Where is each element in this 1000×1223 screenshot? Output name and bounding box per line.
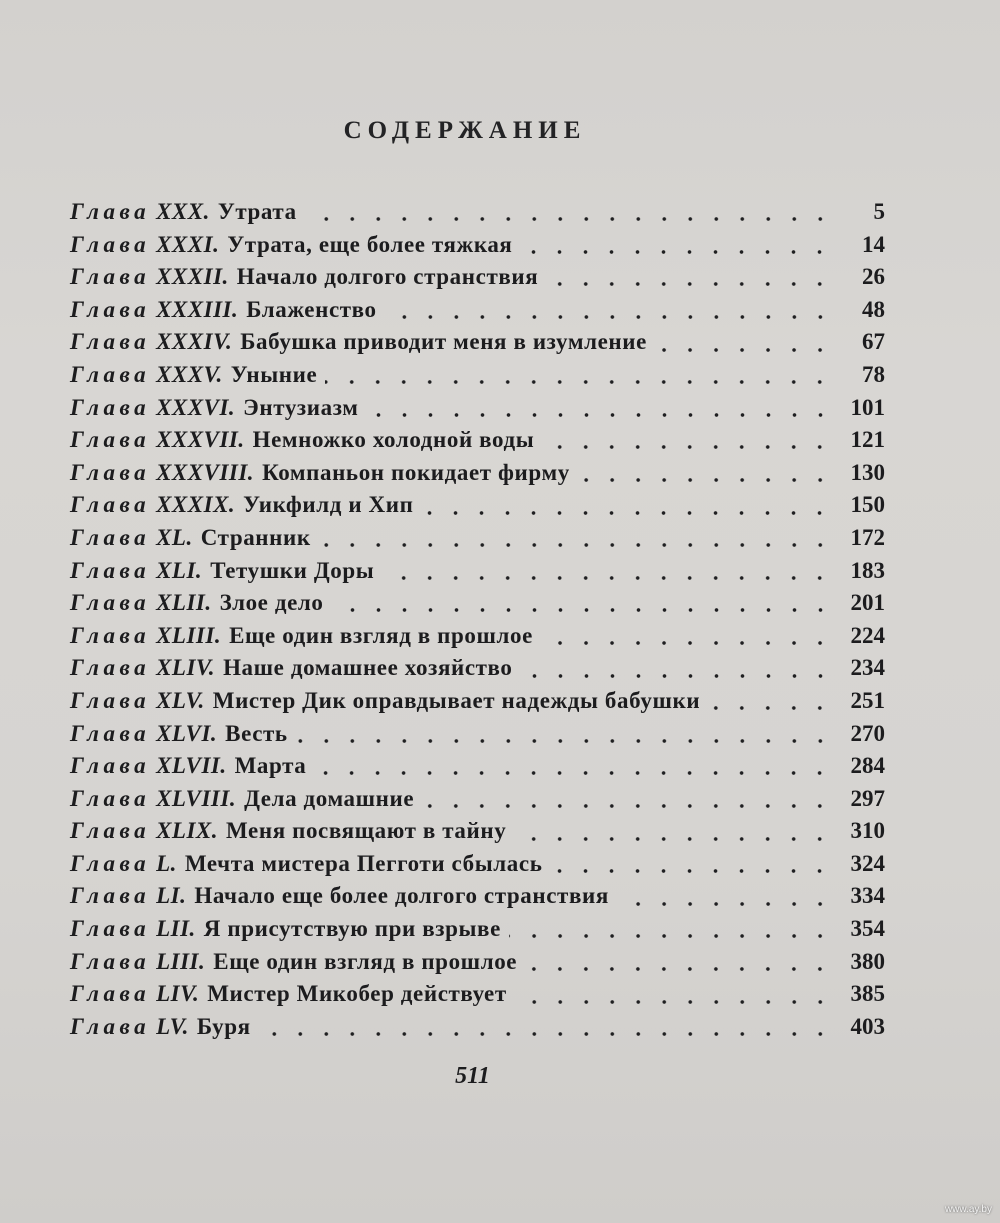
chapter-title: Мистер Дик оправдывает надежды бабушки [212, 687, 701, 713]
chapter-numeral: XXXIV. [156, 329, 233, 355]
chapter-numeral: XLIV. [156, 655, 216, 681]
toc-entry [70, 522, 885, 555]
dot-leader [421, 511, 833, 515]
chapter-numeral: XXX. [156, 199, 210, 224]
page-number: 270 [850, 720, 885, 746]
toc-entry [70, 229, 885, 262]
page-number: 385 [850, 981, 885, 1007]
page-number: 224 [850, 622, 885, 648]
chapter-title: Наше домашнее хозяйство [223, 655, 513, 681]
toc-entry [70, 848, 885, 881]
chapter-numeral: LII. [156, 916, 196, 942]
chapter-title: Я присутствую при взрыве [203, 916, 501, 942]
page-number: 310 [850, 818, 885, 844]
chapter-title: Утрата, еще более тяжкая [227, 231, 513, 257]
dot-leader [314, 771, 833, 775]
page-number: 78 [862, 361, 885, 387]
dot-leader [382, 576, 833, 580]
toc-entry [70, 489, 885, 522]
dot-leader [332, 608, 834, 612]
toc-entry [70, 783, 885, 816]
toc-entry [70, 685, 885, 718]
chapter-title: Уикфилд и Хип [243, 492, 414, 518]
toc-entry [70, 587, 885, 620]
chapter-title: Еще один взгляд в прошлое [213, 948, 518, 974]
page-number: 324 [850, 850, 885, 876]
chapter-title: Начало еще более долгого странствия [194, 883, 609, 909]
toc-entry [70, 392, 885, 425]
chapter-prefix: Глава [70, 427, 151, 453]
toc-entry [70, 1011, 885, 1044]
chapter-title: Дела домашние [244, 785, 415, 811]
page-number: 201 [850, 590, 885, 616]
chapter-title: Начало долгого странствия [236, 264, 539, 290]
chapter-prefix: Глава [70, 1013, 151, 1039]
chapter-prefix: Глава [70, 948, 151, 974]
dot-leader [514, 837, 833, 841]
dot-leader [550, 869, 833, 873]
toc-entry [70, 359, 885, 392]
dot-leader [617, 902, 833, 906]
chapter-prefix: Глава [70, 818, 151, 844]
chapter-prefix: Глава [70, 492, 151, 518]
chapter-title: Весть [225, 720, 288, 746]
chapter-title: Мистер Микобер действует [207, 981, 507, 1007]
chapter-numeral: LI. [156, 883, 187, 909]
chapter-numeral: XXXI. [156, 231, 220, 257]
page-number: 403 [850, 1013, 885, 1039]
chapter-prefix: Глава [70, 753, 151, 779]
chapter-numeral: XLVII. [156, 753, 227, 779]
chapter-numeral: XLV. [156, 687, 205, 713]
chapter-numeral: XLII. [156, 590, 212, 616]
chapter-numeral: XLVI. [156, 720, 218, 746]
dot-leader [708, 706, 833, 710]
page-number: 101 [850, 394, 885, 420]
chapter-title: Злое дело [219, 590, 324, 616]
chapter-prefix: Глава [70, 720, 151, 746]
page-number: 121 [850, 427, 885, 453]
chapter-title: Марта [234, 753, 307, 779]
dot-leader [325, 380, 833, 384]
chapter-prefix: Глава [70, 655, 151, 681]
chapter-numeral: LIV. [156, 981, 200, 1007]
toc-entry [70, 880, 885, 913]
dot-leader [259, 1032, 833, 1036]
chapter-numeral: XLVIII. [156, 785, 237, 811]
chapter-numeral: XXXVI. [156, 394, 236, 420]
chapter-prefix: Глава [70, 524, 151, 550]
chapter-prefix: Глава [70, 850, 151, 876]
chapter-title: Еще один взгляд в прошлое [229, 622, 533, 648]
chapter-numeral: XL. [156, 524, 193, 550]
page-number: 284 [850, 753, 885, 779]
page-number: 251 [850, 687, 885, 713]
chapter-numeral: XXXIX. [156, 492, 236, 518]
toc-entry [70, 652, 885, 685]
chapter-title: Блаженство [246, 296, 377, 322]
chapter-title: Утрата [217, 199, 297, 224]
toc-entry [70, 620, 885, 653]
toc-entry [70, 946, 885, 979]
chapter-numeral: XXXIII. [156, 296, 239, 322]
watermark: www.ay.by [944, 1204, 992, 1215]
page-number: 183 [850, 557, 885, 583]
chapter-title: Странник [200, 524, 311, 550]
dot-leader [509, 934, 833, 938]
chapter-numeral: LIII. [156, 948, 206, 974]
chapter-numeral: LV. [156, 1013, 189, 1039]
page-number: 234 [850, 655, 885, 681]
dot-leader [515, 1000, 833, 1004]
dot-leader [521, 674, 833, 678]
chapter-prefix: Глава [70, 687, 151, 713]
chapter-numeral: XLI. [156, 557, 203, 583]
dot-leader [520, 250, 833, 254]
page-number: 380 [850, 948, 885, 974]
dot-leader [542, 445, 833, 449]
chapter-numeral: XXXVIII. [156, 459, 255, 485]
chapter-prefix: Глава [70, 622, 151, 648]
chapter-title: Энтузиазм [243, 394, 359, 420]
page-number: 297 [850, 785, 885, 811]
dot-leader [422, 804, 833, 808]
page-number: 172 [850, 524, 885, 550]
chapter-title: Буря [196, 1013, 251, 1039]
page-number: 130 [850, 459, 885, 485]
dot-leader [525, 967, 833, 971]
dot-leader [296, 739, 833, 743]
dot-leader [546, 282, 833, 286]
chapter-numeral: XXXV. [156, 361, 223, 387]
toc-entry [70, 261, 885, 294]
toc-entry [70, 815, 885, 848]
chapter-numeral: L. [156, 850, 177, 876]
dot-leader [319, 543, 833, 547]
table-of-contents [70, 196, 885, 1043]
page-number: 354 [850, 916, 885, 942]
chapter-prefix: Глава [70, 590, 151, 616]
dot-leader [541, 641, 833, 645]
chapter-prefix: Глава [70, 296, 151, 322]
dot-leader [655, 348, 833, 352]
toc-entry [70, 457, 885, 490]
toc-entry [70, 294, 885, 327]
chapter-title: Меня посвящают в тайну [226, 818, 507, 844]
chapter-title: Тетушки Доры [210, 557, 375, 583]
page-number: 334 [850, 883, 885, 909]
chapter-prefix: Глава [70, 361, 151, 387]
page-number: 5 [873, 199, 885, 224]
chapter-numeral: XLIII. [156, 622, 222, 648]
chapter-title: Бабушка приводит меня в изумление [240, 329, 647, 355]
chapter-prefix: Глава [70, 916, 151, 942]
chapter-title: Компаньон покидает фирму [262, 459, 570, 485]
dot-leader [578, 478, 833, 482]
chapter-prefix: Глава [70, 557, 151, 583]
page-number: 48 [862, 296, 885, 322]
dot-leader [367, 413, 834, 417]
page-number: 26 [862, 264, 885, 290]
toc-entry [70, 326, 885, 359]
dot-leader [385, 315, 833, 319]
toc-entry [70, 978, 885, 1011]
chapter-prefix: Глава [70, 394, 151, 420]
chapter-title: Уныние [230, 361, 318, 387]
chapter-prefix: Глава [70, 459, 151, 485]
chapter-prefix: Глава [70, 785, 151, 811]
toc-entry [70, 913, 885, 946]
chapter-prefix: Глава [70, 231, 151, 257]
page-number: 67 [862, 329, 885, 355]
contents-heading: СОДЕРЖАНИЕ [343, 117, 587, 144]
toc-entry [70, 555, 885, 588]
chapter-numeral: XLIX. [156, 818, 219, 844]
page-number: 150 [850, 492, 885, 518]
dot-leader [305, 217, 833, 221]
chapter-prefix: Глава [70, 199, 151, 224]
chapter-title: Мечта мистера Пегготи сбылась [184, 850, 543, 876]
toc-entry [70, 718, 885, 751]
chapter-numeral: XXXVII. [156, 427, 245, 453]
toc-entry [70, 196, 885, 229]
toc-entry [70, 424, 885, 457]
toc-entry [70, 750, 885, 783]
chapter-prefix: Глава [70, 981, 151, 1007]
chapter-prefix: Глава [70, 264, 151, 290]
chapter-numeral: XXXII. [156, 264, 229, 290]
folio-page-number: 511 [455, 1063, 490, 1089]
chapter-title: Немножко холодной воды [252, 427, 535, 453]
chapter-prefix: Глава [70, 329, 151, 355]
chapter-prefix: Глава [70, 883, 151, 909]
page-number: 14 [862, 231, 885, 257]
